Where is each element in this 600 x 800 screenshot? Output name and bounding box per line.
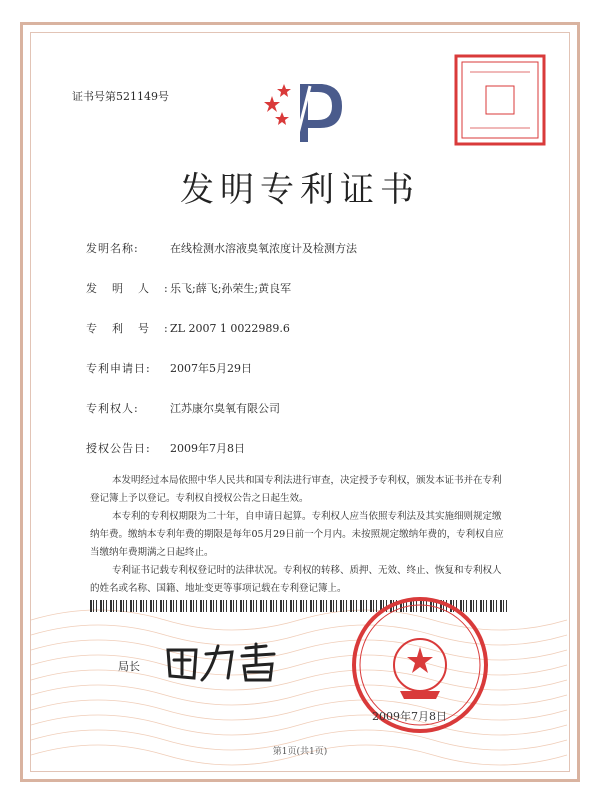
field-patent-number	[86, 320, 290, 336]
field-value: 江苏康尔臭氧有限公司	[170, 402, 280, 415]
field-label: 专利申请日:	[86, 362, 151, 375]
paragraph-grant: 本发明经过本局依照中华人民共和国专利法进行审查，决定授予专利权，颁发本证书并在专利登记簿上予以登记。专利权自授权公告之日起生效。	[90, 475, 502, 504]
field-label: 授权公告日:	[86, 442, 151, 455]
agency-stamp-icon	[452, 52, 548, 148]
field-value: 乐飞;薛飞;孙荣生;黄良军	[170, 282, 292, 295]
field-label: 专利号:	[86, 322, 183, 335]
field-value: 在线检测水溶液臭氧浓度计及检测方法	[170, 242, 357, 255]
page-footer: 第1页(共1页)	[272, 747, 328, 757]
page-title: 发明专利证书	[180, 170, 420, 210]
signature-icon	[162, 640, 292, 684]
field-patentee	[86, 400, 280, 416]
field-value: 2007年5月29日	[170, 362, 252, 375]
chief-label: 局长	[118, 660, 140, 673]
seal-date: 2009年7月8日	[372, 710, 447, 723]
field-inventor	[86, 280, 291, 296]
field-value: ZL 2007 1 0022989.6	[170, 322, 290, 335]
field-value: 2009年7月8日	[170, 442, 245, 455]
field-grant-date	[86, 440, 245, 456]
certificate-number: 证书号第521149号	[72, 90, 169, 103]
field-invention-name	[86, 240, 357, 256]
paragraph-legal-status: 专利证书记载专利权登记时的法律状况。专利权的转移、质押、无效、终止、恢复和专利权人的姓名或名称、国籍、地址变更等事项记载在专利登记簿上。	[90, 565, 502, 594]
field-filing-date	[86, 360, 252, 376]
paragraph-term: 本专利的专利权期限为二十年，自申请日起算。专利权人应当依照专利法及其实施细则规定缴纳年费。缴纳本专利年费的期限是每年05月29日前一个月内。未按照规定缴纳年费的，专利权自应当缴纳年费期满之日起终止。	[90, 511, 504, 558]
field-label: 发明人:	[86, 282, 183, 295]
field-label: 发明名称:	[86, 242, 139, 255]
field-label: 专利权人:	[86, 402, 139, 415]
sipo-logo-icon	[262, 76, 348, 146]
